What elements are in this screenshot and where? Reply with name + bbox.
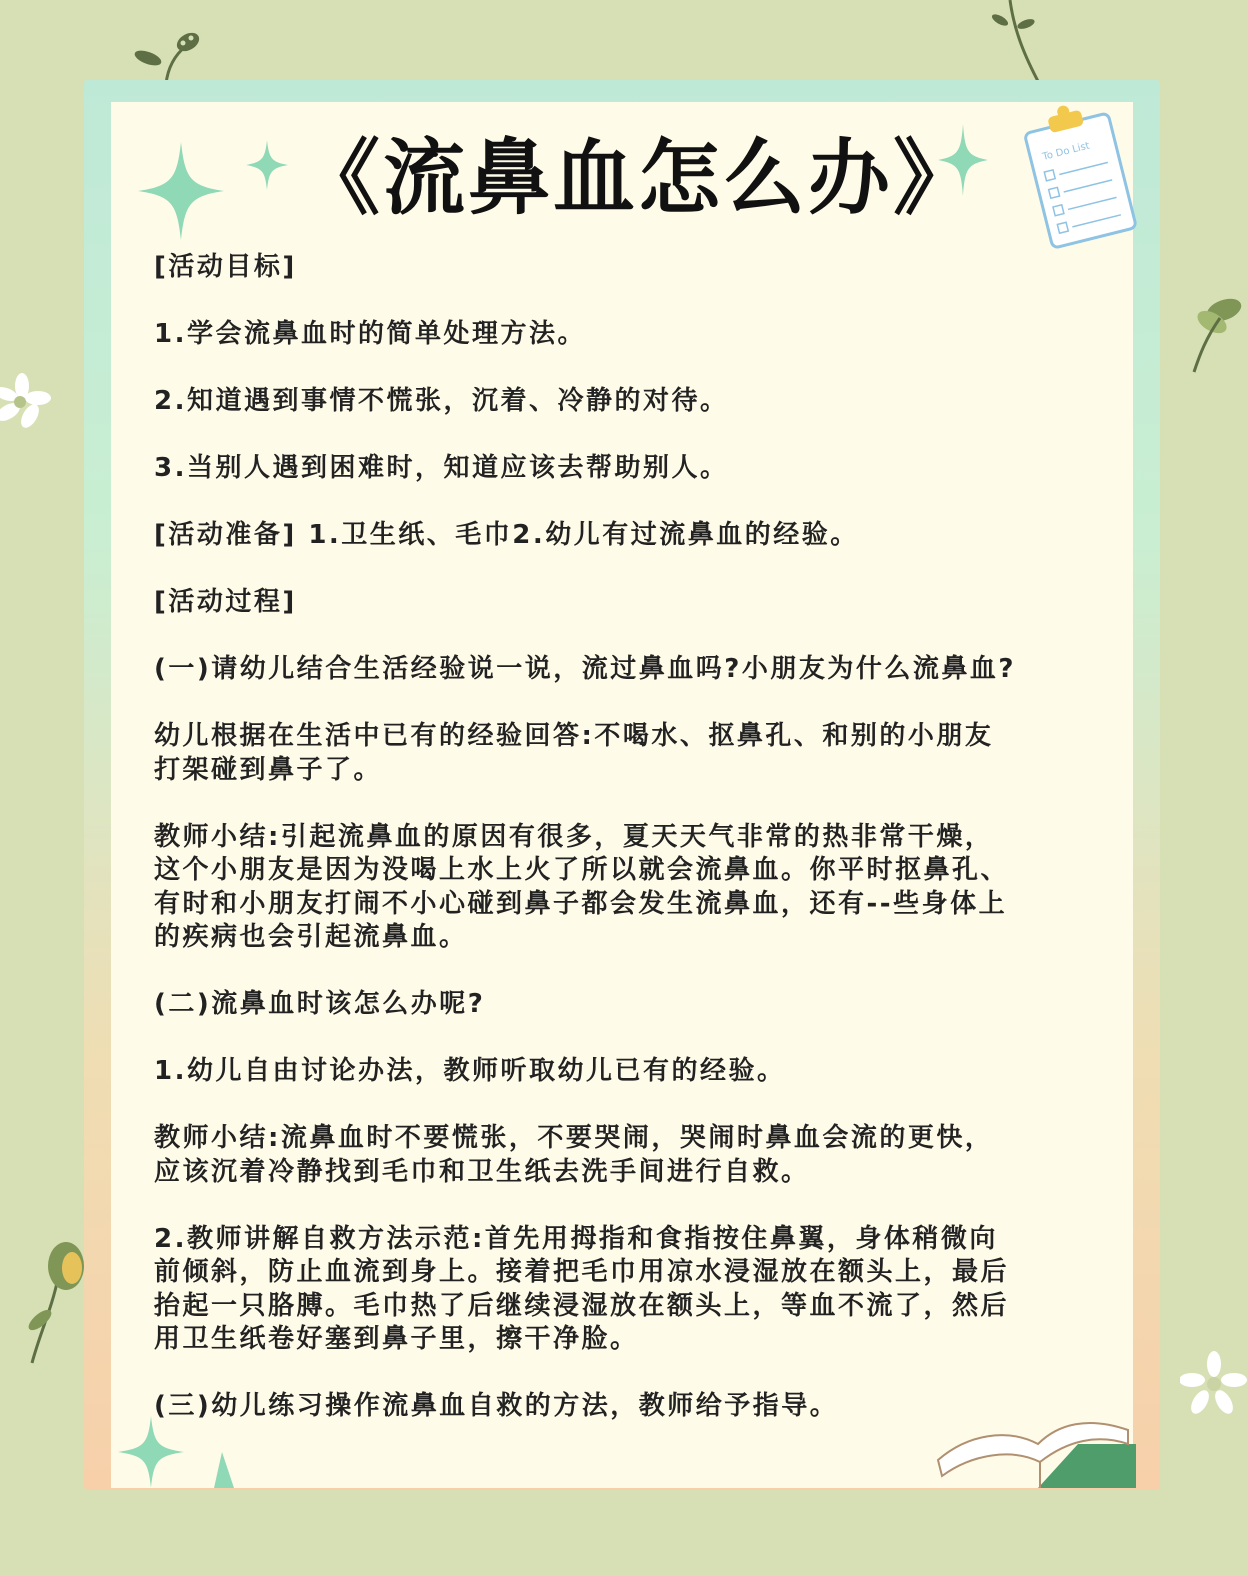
goal-item: 3.当别人遇到困难时，知道应该去帮助别人。 — [154, 453, 729, 483]
white-flower-icon — [0, 368, 60, 438]
section-heading-goals: [活动目标] — [154, 252, 297, 282]
process-step-one: (一)请幼儿结合生活经验说一说，流过鼻血吗?小朋友为什么流鼻血? — [154, 654, 1016, 684]
goal-item: 2.知道遇到事情不慌张，沉着、冷静的对待。 — [154, 386, 729, 416]
goal-item: 1.学会流鼻血时的简单处理方法。 — [154, 319, 586, 349]
article-body — [154, 251, 1104, 1424]
process-paragraph: 1.幼儿自由讨论办法，教师听取幼儿已有的经验。 — [154, 1056, 786, 1086]
section-preparation: [活动准备] 1.卫生纸、毛巾2.幼儿有过流鼻血的经验。 — [154, 520, 859, 550]
white-flower-icon — [1180, 1350, 1248, 1420]
process-step-three: (三)幼儿练习操作流鼻血自救的方法，教师给予指导。 — [154, 1391, 839, 1421]
sparkle-icon — [118, 1416, 184, 1488]
leaf-sprig-icon — [126, 26, 206, 86]
process-step-two: (二)流鼻血时该怎么办呢? — [154, 989, 486, 1019]
pencil-tip-icon — [208, 1452, 238, 1488]
section-heading-process: [活动过程] — [154, 587, 297, 617]
process-paragraph: 2.教师讲解自救方法示范:首先用拇指和食指按住鼻翼，身体稍微向 前倾斜，防止血流到身上。接着把毛巾用凉水浸湿放在额头上，最后 抬起一只胳膊。毛巾热了后继续浸湿放在额头上，等血不流了，然后 用卫生纸卷好塞到鼻子里，擦干净脸。 — [154, 1223, 1010, 1354]
tulip-icon — [22, 1238, 92, 1368]
process-paragraph: 幼儿根据在生活中已有的经验回答:不喝水、抠鼻孔、和别的小朋友 打架碰到鼻子了。 — [154, 721, 994, 785]
sparkle-icon — [246, 140, 288, 190]
todo-list-icon — [1018, 100, 1138, 250]
sparkle-icon — [138, 142, 224, 240]
teacher-summary: 教师小结:流鼻血时不要慌张，不要哭闹，哭闹时鼻血会流的更快， 应该沉着冷静找到毛巾和卫生纸去洗手间进行自救。 — [154, 1123, 994, 1187]
page-title: 《流鼻血怎么办》 — [298, 131, 979, 226]
todo-card-label: To Do List — [1041, 140, 1091, 163]
branch-icon — [980, 0, 1070, 90]
clover-leaf-icon — [1186, 288, 1248, 378]
teacher-summary: 教师小结:引起流鼻血的原因有很多，夏天天气非常的热非常干燥， 这个小朋友是因为没喝上水上火了所以就会流鼻血。你平时抠鼻孔、 有时和小朋友打闹不小心碰到鼻子都会发生流鼻血，还有--些身体上 的疾病也会引起流鼻血。 — [154, 821, 1010, 952]
